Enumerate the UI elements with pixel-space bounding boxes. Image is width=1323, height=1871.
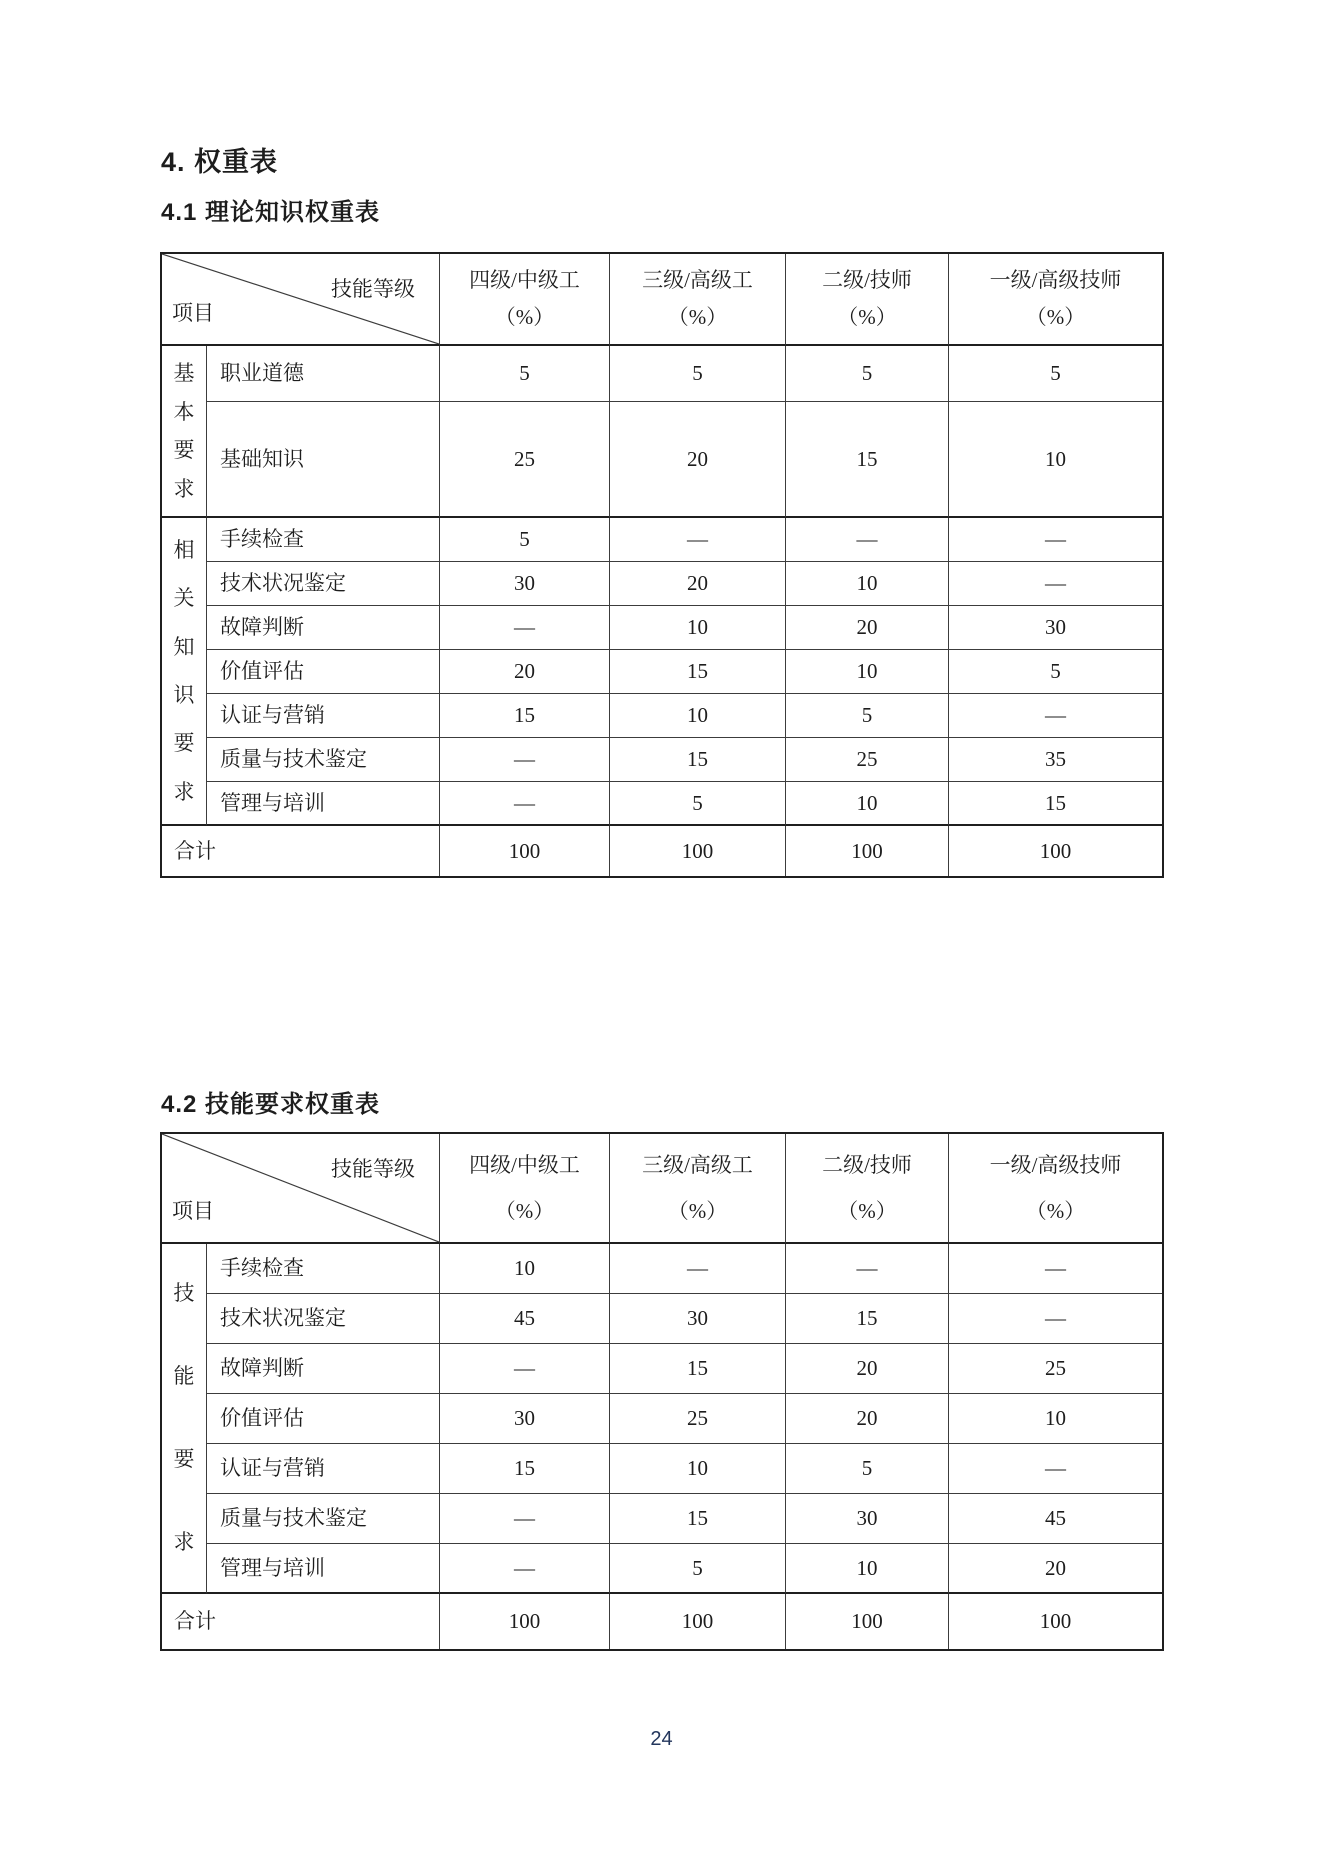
row-label-cell: 职业道德 <box>207 346 440 402</box>
value-cell: 20 <box>786 606 949 650</box>
column-header-label: 四级/中级工 <box>469 268 580 293</box>
value-cell: 15 <box>610 1494 786 1544</box>
value-cell: — <box>440 606 610 650</box>
row-label-cell: 基础知识 <box>207 402 440 518</box>
group-label-char: 求 <box>173 779 195 804</box>
value-cell: — <box>440 1544 610 1594</box>
value-cell: — <box>440 738 610 782</box>
total-value-cell: 100 <box>1039 1609 1072 1634</box>
value-cell: — <box>786 518 949 562</box>
value-cell: 5 <box>786 694 949 738</box>
column-header-cell <box>786 1134 949 1244</box>
group-label-char: 关 <box>173 586 195 611</box>
value-cell: 10 <box>786 782 949 826</box>
value-cell: — <box>949 1294 1162 1344</box>
column-header-label: 一级/高级技师 <box>989 1152 1122 1177</box>
value-cell: 10 <box>610 1444 786 1494</box>
row-label-cell: 质量与技术鉴定 <box>207 1494 440 1544</box>
value-cell: 15 <box>610 650 786 694</box>
column-header-unit: （%） <box>494 305 555 330</box>
group-label-char: 求 <box>173 476 195 501</box>
value-cell: — <box>949 518 1162 562</box>
row-label-cell: 质量与技术鉴定 <box>207 738 440 782</box>
total-value-cell: 100 <box>440 826 610 876</box>
row-label-cell: 手续检查 <box>207 1244 440 1294</box>
row-label-cell: 认证与营销 <box>207 694 440 738</box>
total-value-cell: 100 <box>610 826 786 876</box>
group-label-char: 相 <box>173 538 195 563</box>
value-cell: 15 <box>949 782 1162 826</box>
value-cell: 45 <box>949 1494 1162 1544</box>
total-value-cell: 100 <box>610 1594 786 1649</box>
value-cell: — <box>440 782 610 826</box>
value-cell: 30 <box>610 1294 786 1344</box>
row-label-cell: 故障判断 <box>207 606 440 650</box>
value-cell: 15 <box>610 738 786 782</box>
table-corner-cell <box>162 1134 440 1244</box>
total-value-cell: 100 <box>786 1594 949 1649</box>
group-label-char: 要 <box>173 1447 195 1472</box>
value-cell: 5 <box>610 346 786 402</box>
group-label-char: 技 <box>173 1281 195 1306</box>
value-cell: — <box>949 694 1162 738</box>
value-cell: 45 <box>440 1294 610 1344</box>
value-cell: 20 <box>440 650 610 694</box>
table2-title: 4.2 技能要求权重表 <box>161 1091 381 1118</box>
value-cell: 10 <box>786 562 949 606</box>
value-cell: 30 <box>786 1494 949 1544</box>
row-label-cell: 价值评估 <box>207 1394 440 1444</box>
row-label-cell: 技术状况鉴定 <box>207 562 440 606</box>
value-cell: — <box>610 1244 786 1294</box>
group-label-char: 基 <box>173 361 195 386</box>
value-cell: 25 <box>786 738 949 782</box>
value-cell: — <box>440 1344 610 1394</box>
value-cell: — <box>949 1244 1162 1294</box>
column-header-label: 四级/中级工 <box>469 1152 580 1177</box>
group-label-char: 知 <box>173 634 195 659</box>
corner-item-label: 项目 <box>172 1198 214 1223</box>
value-cell: 10 <box>786 650 949 694</box>
column-header-label: 二级/技师 <box>822 268 912 293</box>
value-cell: 10 <box>610 606 786 650</box>
group-label-char: 求 <box>173 1530 195 1555</box>
weight-table-theory <box>160 252 1164 878</box>
row-label-cell: 技术状况鉴定 <box>207 1294 440 1344</box>
group-label-cell <box>162 1244 207 1594</box>
row-label-cell: 管理与培训 <box>207 1544 440 1594</box>
column-header-unit: （%） <box>1025 1198 1086 1223</box>
value-cell: — <box>440 1494 610 1544</box>
page-number: 24 <box>650 1728 673 1750</box>
total-label-cell: 合计 <box>162 826 440 876</box>
value-cell: 5 <box>949 346 1162 402</box>
value-cell: — <box>949 562 1162 606</box>
column-header-unit: （%） <box>494 1198 555 1223</box>
table-corner-cell <box>162 254 440 346</box>
column-header-unit: （%） <box>667 1198 728 1223</box>
value-cell: 15 <box>786 1294 949 1344</box>
weight-table-skill <box>160 1132 1164 1651</box>
value-cell: — <box>786 1244 949 1294</box>
value-cell: 10 <box>786 1544 949 1594</box>
corner-item-label: 项目 <box>172 300 214 325</box>
row-label-cell: 价值评估 <box>207 650 440 694</box>
corner-skill-level-label: 技能等级 <box>331 277 415 301</box>
value-cell: 20 <box>786 1344 949 1394</box>
row-label-cell: 认证与营销 <box>207 1444 440 1494</box>
column-header-cell <box>440 254 610 346</box>
value-cell: — <box>610 518 786 562</box>
group-label-char: 要 <box>173 438 195 463</box>
value-cell: 25 <box>440 402 610 518</box>
value-cell: — <box>949 1444 1162 1494</box>
total-value-cell: 100 <box>786 826 949 876</box>
value-cell: 35 <box>949 738 1162 782</box>
column-header-label: 二级/技师 <box>822 1152 912 1177</box>
value-cell: 25 <box>610 1394 786 1444</box>
row-label-cell: 管理与培训 <box>207 782 440 826</box>
column-header-unit: （%） <box>837 305 897 330</box>
value-cell: 20 <box>786 1394 949 1444</box>
value-cell: 5 <box>440 346 610 402</box>
column-header-label: 三级/高级工 <box>642 1152 753 1177</box>
group-label-char: 能 <box>173 1364 195 1389</box>
total-value-cell: 100 <box>440 1594 610 1649</box>
column-header-unit: （%） <box>837 1198 897 1223</box>
group-label-cell <box>162 518 207 826</box>
value-cell: 5 <box>440 518 610 562</box>
corner-skill-level-label: 技能等级 <box>331 1157 415 1181</box>
value-cell: 5 <box>610 782 786 826</box>
value-cell: 25 <box>949 1344 1162 1394</box>
row-label-cell: 故障判断 <box>207 1344 440 1394</box>
value-cell: 10 <box>440 1244 610 1294</box>
value-cell: 10 <box>949 1394 1162 1444</box>
column-header-cell <box>949 254 1162 346</box>
column-header-unit: （%） <box>667 305 728 330</box>
column-header-unit: （%） <box>1025 305 1086 330</box>
value-cell: 5 <box>610 1544 786 1594</box>
group-label-char: 识 <box>173 683 195 708</box>
value-cell: 10 <box>949 402 1162 518</box>
column-header-cell <box>610 254 786 346</box>
total-value-cell: 100 <box>1039 838 1072 863</box>
column-header-label: 三级/高级工 <box>642 268 753 293</box>
column-header-cell <box>440 1134 610 1244</box>
column-header-cell <box>610 1134 786 1244</box>
value-cell: 30 <box>440 562 610 606</box>
value-cell: 15 <box>610 1344 786 1394</box>
value-cell: 30 <box>440 1394 610 1444</box>
value-cell: 15 <box>440 694 610 738</box>
column-header-cell <box>786 254 949 346</box>
column-header-cell <box>949 1134 1162 1244</box>
value-cell: 15 <box>440 1444 610 1494</box>
value-cell: 20 <box>610 562 786 606</box>
value-cell: 5 <box>786 1444 949 1494</box>
value-cell: 5 <box>786 346 949 402</box>
column-header-label: 一级/高级技师 <box>989 268 1122 293</box>
total-label-cell: 合计 <box>162 1594 440 1649</box>
group-label-char: 要 <box>173 731 195 756</box>
value-cell: 15 <box>786 402 949 518</box>
section-title: 4. 权重表 <box>161 147 279 177</box>
value-cell: 20 <box>949 1544 1162 1594</box>
value-cell: 30 <box>949 606 1162 650</box>
value-cell: 10 <box>610 694 786 738</box>
group-label-cell <box>162 346 207 518</box>
value-cell: 5 <box>949 650 1162 694</box>
diagonal-line <box>162 1134 439 1242</box>
row-label-cell: 手续检查 <box>207 518 440 562</box>
group-label-char: 本 <box>173 399 195 424</box>
value-cell: 20 <box>610 402 786 518</box>
table1-title: 4.1 理论知识权重表 <box>161 199 381 226</box>
